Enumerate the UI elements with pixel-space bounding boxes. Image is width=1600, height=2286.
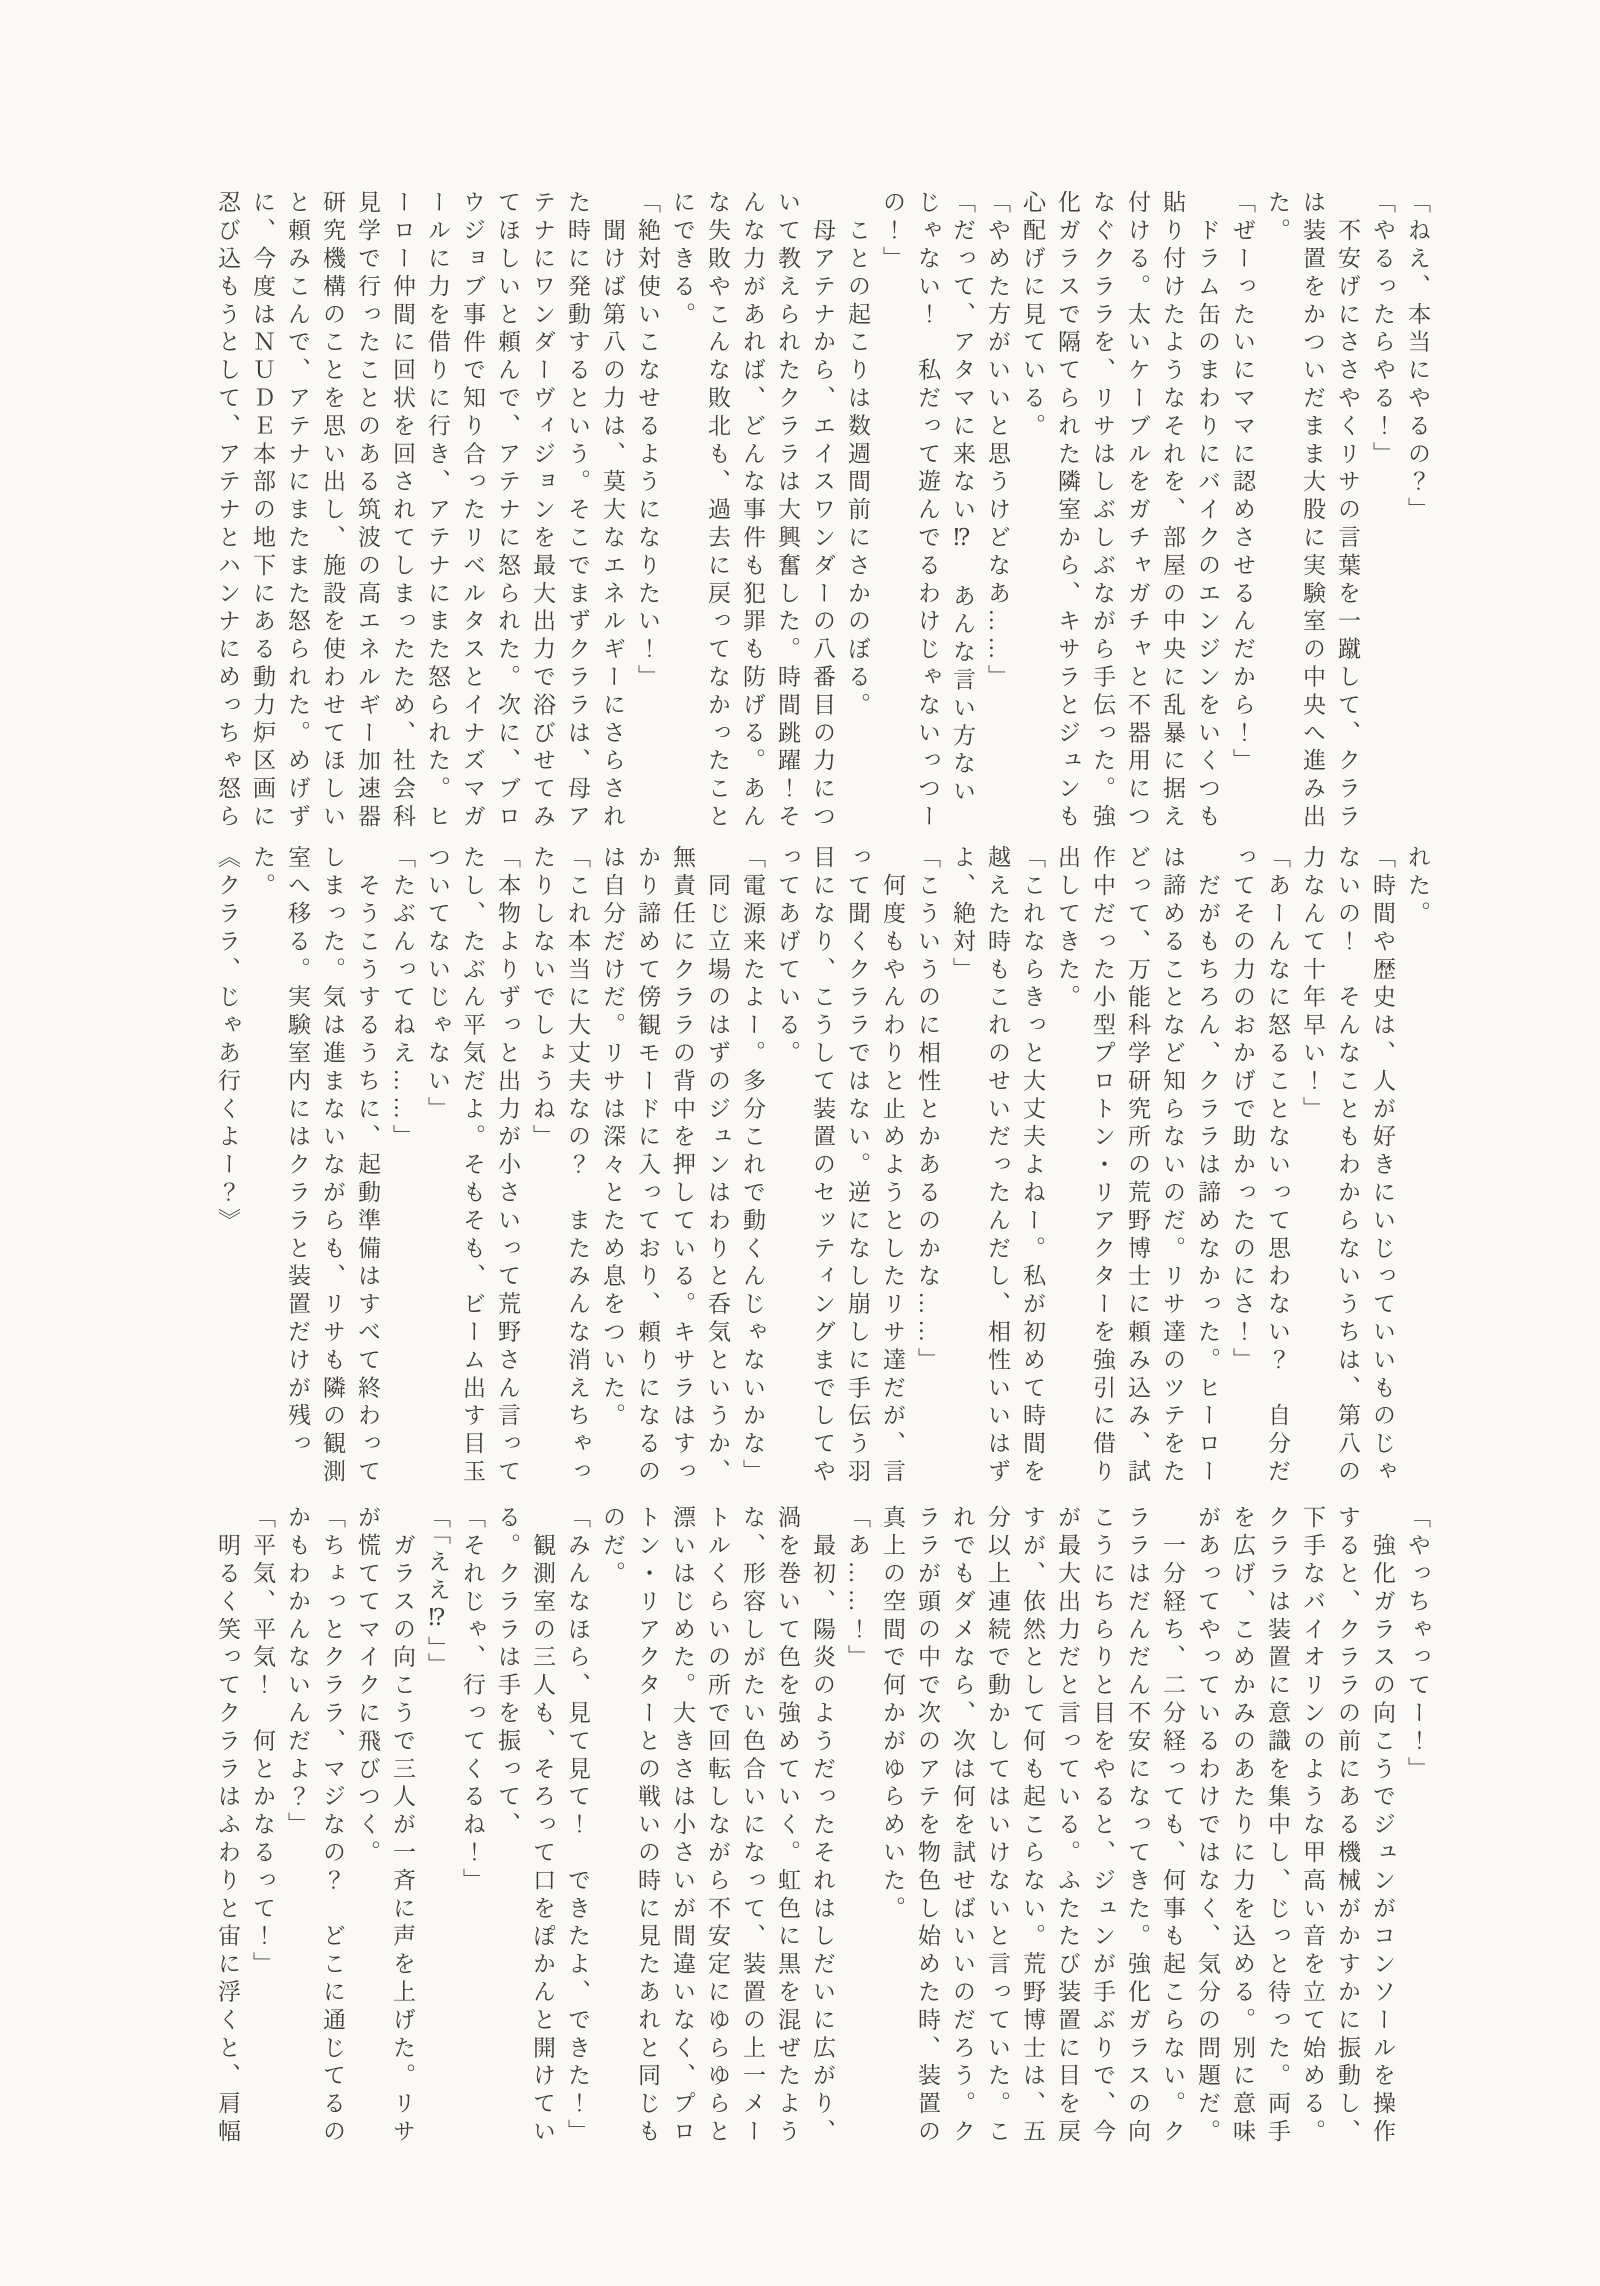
paragraph: 「あ……！」 [845,1505,870,1673]
paragraph: 観測室の三人も、そろって口をぽかんと開けている。クララは手を振って、 [495,1505,555,2147]
paragraph: れた。 [1405,845,1430,929]
paragraph: 「こういうのに相性とかあるのかな……」 [915,845,940,1376]
paragraph: 「絶対使いこなせるようになりたい！」 [635,190,660,693]
paragraph: 「「ええ⁉」」 [425,1505,450,1681]
paragraph: 強化ガラスの向こうでジュンがコンソールを操作すると、クララの前にある機械がかすかに振動し、下手なバイオリンのような甲高い音を立て始める。クララは装置に意識を集中し、じっと待った。両手を広げ、こめかみのあたりに力を込める。別に意味があってやっているわけではなく、気分の問題だ。 [1195,1505,1395,2147]
paragraph: 「やるったらやる！」 [1370,190,1395,469]
paragraph: 明るく笑ってクララはふわりと宙に浮くと、肩幅 [215,1505,240,2147]
paragraph: 最初、陽炎のようだったそれはしだいに広がり、渦を巻いて色を強めていく。虹色に黒を混ぜたような、形容しがたい色合いになって、装置の上一メートルくらいの所で回転しながら不安定にゆらゆらと漂いはじめた。大きさは小さいが間違いなく、プロトン・リアクターとの戦いの時に見たあれと同じものだ。 [600,1505,835,2147]
paragraph: 母アテナから、エイスワンダーの八番目の力について教えられたクララは大興奮した。時間跳躍！そんな力があれば、どんな事件も犯罪も防げる。あんな失敗やこんな敗北も、過去に戻ってなかったことにできる。 [670,190,835,832]
paragraph: 「それじゃ、行ってくるね！」 [460,1505,485,1896]
paragraph: 何度もやんわりと止めようとしたリサ達だが、言って聞くクララではない。逆になし崩しに手伝う羽目になり、こうして装置のセッティングまでしてやってあげている。 [775,845,905,1487]
paragraph: 「やめた方がいいと思うけどなあ……」 [985,190,1010,693]
text-band-middle [195,845,1435,1487]
paragraph: 「これ本当に大丈夫なの？ またみんな消えちゃったりしないでしょうね」 [530,845,590,1487]
paragraph: ガラスの向こうで三人が一斉に声を上げた。リサが慌ててマイクに飛びつく。 [355,1505,415,2147]
paragraph: だがもちろん、クララは諦めなかった。ヒーローは諦めることなど知らないのだ。リサ達のツテをたどって、万能科学研究所の荒野博士に頼み込み、試作中だった小型プロトン・リアクターを強引に借り出してきた。 [1055,845,1220,1487]
paragraph: 「ぜーったいにママに認めさせるんだから！」 [1230,190,1255,776]
paragraph: そうこうするうちに、起動準備はすべて終わってしまった。気は進まないながらも、リサも隣の観測室へ移る。実験室内にはクララと装置だけが残った。 [250,845,380,1487]
text-band-bottom [195,1505,1435,2147]
paragraph: 「本物よりずっと出力が小さいって荒野さん言ってたし、たぶん平気だよ。そもそも、ビーム出す目玉ついてないじゃない」 [425,845,520,1487]
paragraph: 「だって、アタマに来ない⁉ あんな言い方ないじゃない！ 私だって遊んでるわけじゃないっつーの！」 [880,190,975,832]
paragraph: 「ちょっとクララ、マジなの？ どこに通じてるのかもわかんないんだよ？」 [285,1505,345,2147]
paragraph: 「たぶんってねえ……」 [390,845,415,1152]
paragraph: 同じ立場のはずのジュンはわりと呑気というか、無責任にクララの背中を押している。キサラはすっかり諦めて傍観モードに入っており、頼りになるのは自分だけだ。リサは深々とため息をついた。 [600,845,730,1487]
paragraph: 《クララ、じゃあ行くよー？》 [215,845,240,1236]
paragraph: ドラム缶のまわりにバイクのエンジンをいくつも貼り付けたようなそれを、部屋の中央に乱暴に据え付ける。太いケーブルをガチャガチャと不器用につなぐクララを、リサはしぶしぶながら手伝った。強化ガラスで隔てられた隣室から、キサラとジュンも心配げに見ている。 [1020,190,1220,832]
paragraph: 「電源来たよー。多分これで動くんじゃないかな」 [740,845,765,1487]
paragraph: 「あーんなに怒ることないって思わない？ 自分だってその力のおかげで助かったのにさ！」 [1230,845,1290,1487]
paragraph: 「平気、平気！ 何とかなるって！」 [250,1505,275,1980]
paragraph: 「これならきっと大丈夫よねー。私が初めて時間を越えた時もこれのせいだったんだし、相性いいはずよ、絶対」 [950,845,1045,1487]
paragraph: 「やっちゃってー！」 [1405,1505,1430,1784]
paragraph: 不安げにささやくリサの言葉を一蹴して、クララは装置をかついだまま大股に実験室の中央へ進み出た。 [1265,190,1360,832]
paragraph: 「ねえ、本当にやるの？」 [1405,190,1430,525]
paragraph: 聞けば第八の力は、莫大なエネルギーにさらされた時に発動するという。そこでまずクララは、母アテナにワンダーヴィジョンを最大出力で浴びせてみてほしいと頼んで、アテナに怒られた。次に、ブロウジョブ事件で知り合ったリベルタスとイナズマガールに力を借りに行き、アテナにまた怒られた。ヒーロー仲間に回状を回されてしまったため、社会科見学で行ったことのある筑波の高エネルギー加速器研究機構のことを思い出し、施設を使わせてほしいと頼みこんで、アテナにまたまた怒られた。めげずに、今度はＮＵＤＥ本部の地下にある動力炉区画に忍び込もうとして、アテナとハンナにめっちゃ怒ら [215,190,625,832]
paragraph: 「時間や歴史は、人が好きにいじっていいものじゃないの！ そんなこともわからないうちは、第八の力なんて十年早い！」 [1300,845,1395,1487]
paragraph: ことの起こりは数週間前にさかのぼる。 [845,190,870,721]
text-band-top [195,190,1435,832]
paragraph: 「みんなほら、見て見て！ できたよ、できた！」 [565,1505,590,2147]
paragraph: 一分経ち、二分経っても、何事も起こらない。クララはだんだん不安になってきた。強化ガラスの向こうにちらりと目をやると、ジュンが手ぶりで、今が最大出力だと言っている。ふたたび装置に目を戻すが、依然として何も起こらない。荒野博士は、五分以上連続で動かしてはいけないと言っていた。これでもダメなら、次は何を試せばいいのだろう。クララが頭の中で次のアテを物色し始めた時、装置の真上の空間で何かがゆらめいた。 [880,1505,1185,2147]
